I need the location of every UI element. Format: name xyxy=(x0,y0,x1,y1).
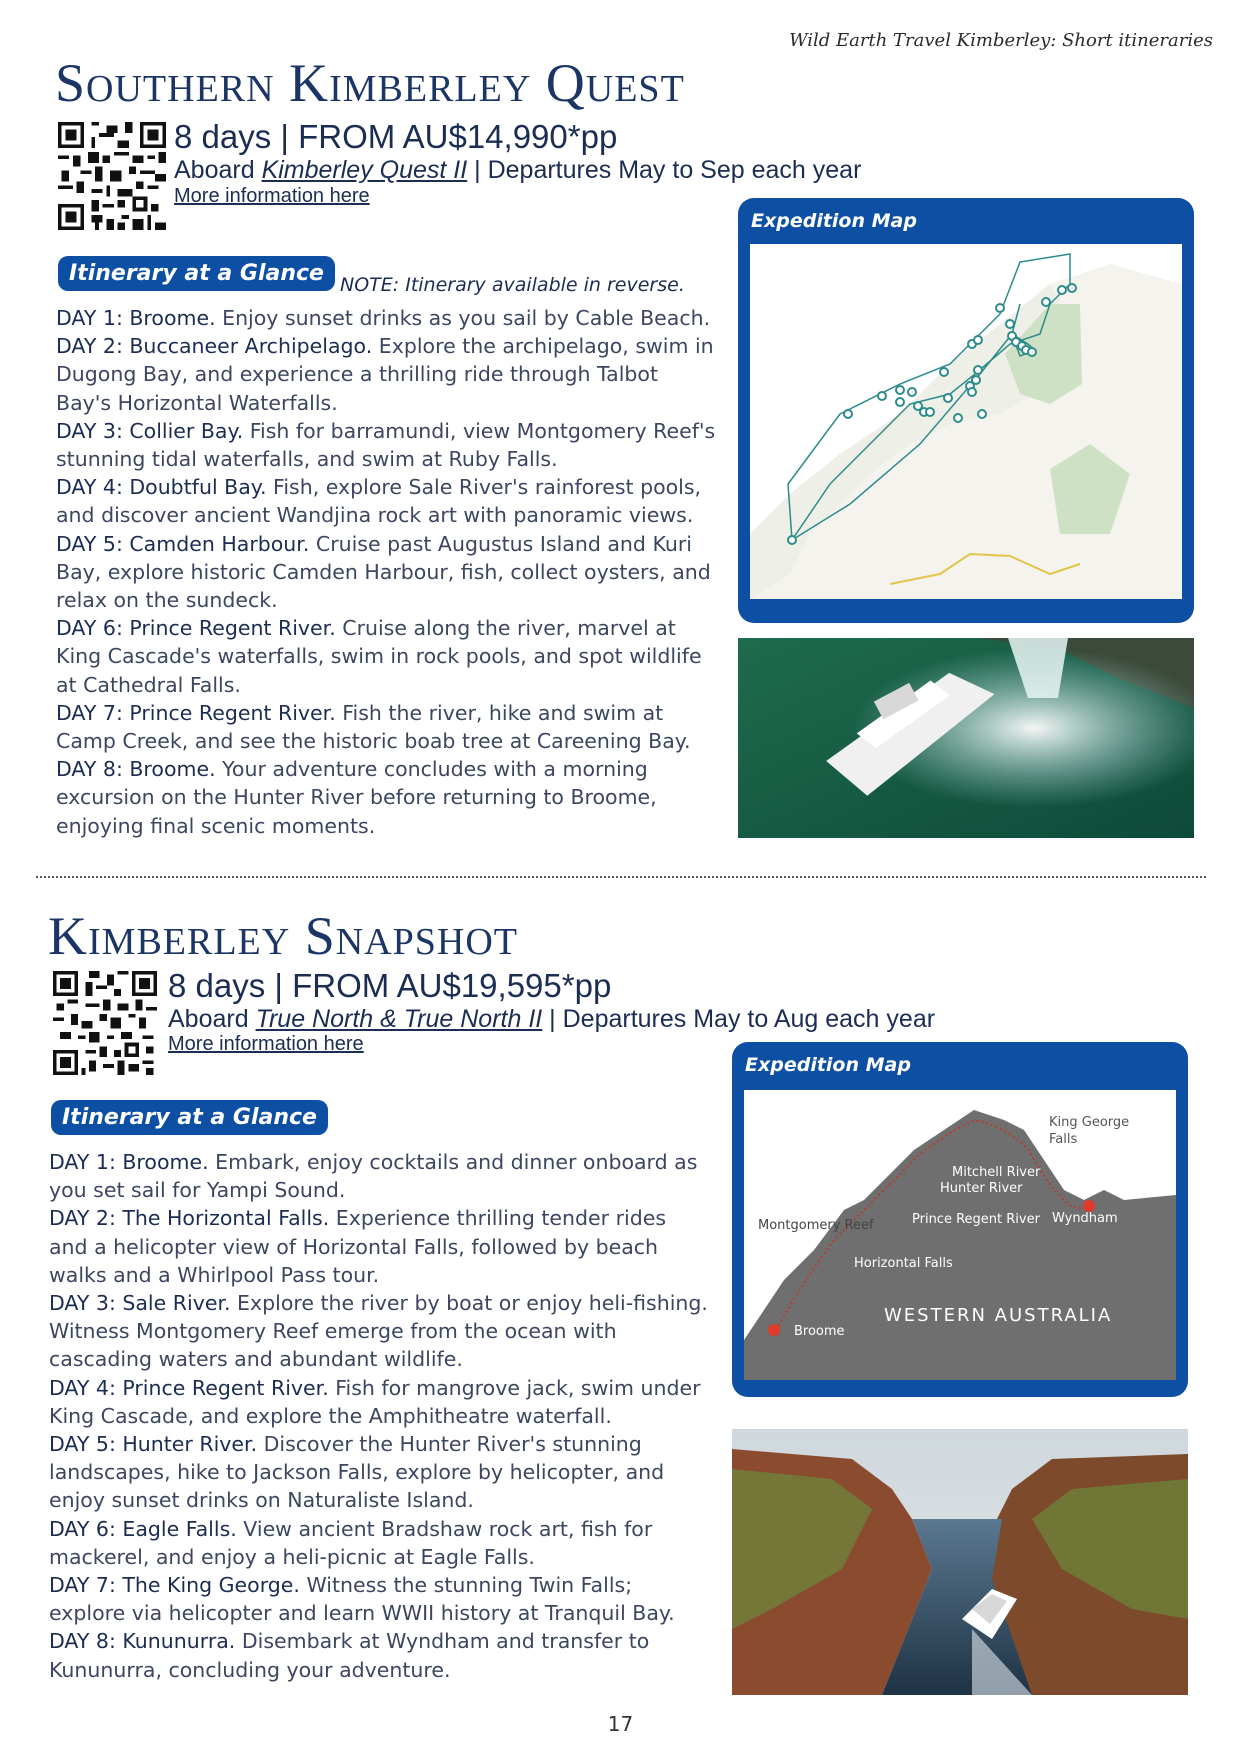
day-description: Cruise past Augustus Island and Kuri Bay, explore historic Camden Harbour, fish, collect oysters, and relax on the sundeck. xyxy=(56,531,711,613)
itinerary-day xyxy=(49,1430,709,1515)
day-heading: DAY 3: Sale River. xyxy=(49,1291,231,1316)
cruise-ship-waterfall-photo xyxy=(738,638,1194,838)
map-label-king-george: King George xyxy=(1049,1115,1130,1130)
day-description: Fish for barramundi, view Montgomery Reef's stunning tidal waterfalls, and swim at Ruby Falls. xyxy=(56,418,716,472)
day-heading: DAY 8: Kununurra. xyxy=(49,1629,236,1654)
day-description: Fish the river, hike and swim at Camp Creek, and see the historic boab tree at Careening Bay. xyxy=(56,700,691,754)
itinerary-day xyxy=(56,417,716,473)
document-header-note: Wild Earth Travel Kimberley: Short itineraries xyxy=(789,30,1213,51)
map-label-western-australia: WESTERN AUSTRALIA xyxy=(884,1305,1113,1326)
tour-price: 8 days | FROM AU$14,990*pp xyxy=(174,118,618,155)
itinerary-day-list xyxy=(49,1148,709,1684)
departures-text: | Departures May to Sep each year xyxy=(467,156,862,184)
itinerary-day xyxy=(49,1289,709,1374)
day-description: Disembark at Wyndham and transfer to Kununurra, concluding your adventure. xyxy=(49,1629,650,1682)
departures-text: | Departures May to Aug each year xyxy=(542,1005,936,1033)
more-information-link[interactable]: More information here xyxy=(174,185,370,207)
day-description: Fish for mangrove jack, swim under King Cascade, and explore the Amphitheatre waterfall. xyxy=(49,1375,701,1428)
day-heading: DAY 6: Prince Regent River. xyxy=(56,616,336,641)
day-heading: DAY 2: The Horizontal Falls. xyxy=(49,1206,330,1231)
aboard-prefix: Aboard xyxy=(168,1005,256,1033)
map-label-prince-regent-river: Prince Regent River xyxy=(912,1212,1040,1227)
itinerary-reverse-note: NOTE: Itinerary available in reverse. xyxy=(340,274,685,296)
map-label-broome: Broome xyxy=(794,1324,845,1339)
more-information-link[interactable]: More information here xyxy=(168,1033,364,1055)
itinerary-day xyxy=(49,1515,709,1571)
page-number: 17 xyxy=(607,1712,634,1736)
day-heading: DAY 4: Prince Regent River. xyxy=(49,1375,329,1400)
day-heading: DAY 1: Broome. xyxy=(49,1150,209,1174)
expedition-route-map[interactable] xyxy=(744,1090,1176,1380)
day-heading: DAY 4: Doubtful Bay. xyxy=(56,475,267,500)
section-divider xyxy=(36,876,1206,878)
itinerary-day xyxy=(49,1148,709,1204)
qr-code-icon[interactable] xyxy=(58,122,166,230)
tour-ship-departures xyxy=(168,1005,935,1034)
day-heading: DAY 7: The King George. xyxy=(49,1573,300,1598)
itinerary-day xyxy=(56,699,716,755)
itinerary-day xyxy=(49,1204,709,1289)
day-description: Enjoy sunset drinks as you sail by Cable Beach. xyxy=(215,306,711,330)
ship-name-link[interactable]: Kimberley Quest II xyxy=(261,156,468,184)
map-label-montgomery-reef: Montgomery Reef xyxy=(758,1218,874,1233)
day-heading: DAY 3: Collier Bay. xyxy=(56,418,244,443)
expedition-route-map[interactable] xyxy=(750,244,1182,599)
itinerary-day xyxy=(49,1374,709,1430)
ship-name-link[interactable]: True North & True North II xyxy=(255,1005,543,1033)
itinerary-day xyxy=(56,614,716,699)
map-label-falls: Falls xyxy=(1049,1132,1078,1147)
itinerary-day xyxy=(56,304,716,332)
itinerary-day xyxy=(56,755,716,840)
itinerary-day xyxy=(49,1627,709,1683)
day-heading: DAY 6: Eagle Falls. xyxy=(49,1516,237,1541)
map-label-horizontal-falls: Horizontal Falls xyxy=(854,1256,953,1271)
day-heading: DAY 1: Broome. xyxy=(56,306,216,330)
itinerary-glance-badge: Itinerary at a Glance xyxy=(51,1100,328,1135)
expedition-map-label: Expedition Map xyxy=(751,210,917,232)
qr-code-icon[interactable] xyxy=(53,971,157,1075)
aboard-prefix: Aboard xyxy=(174,156,262,184)
map-label-hunter-river: Hunter River xyxy=(940,1181,1023,1196)
day-description: Experience thrilling tender rides and a helicopter view of Horizontal Falls, followed by beach walks and a Whirlpool Pass tour. xyxy=(49,1206,667,1287)
day-heading: DAY 2: Buccaneer Archipelago. xyxy=(56,334,373,359)
cruise-ship-gorge-photo xyxy=(732,1429,1188,1695)
map-label-mitchell-river: Mitchell River xyxy=(952,1165,1041,1180)
tour-section-kimberley-snapshot xyxy=(0,905,1241,1705)
map-label-wyndham: Wyndham xyxy=(1052,1211,1118,1226)
expedition-map-panel xyxy=(738,198,1194,623)
day-description: Explore the archipelago, swim in Dugong Bay, and experience a thrilling ride through Talbot Bay's Horizontal Waterfalls. xyxy=(56,334,714,415)
day-description: Discover the Hunter River's stunning landscapes, hike to Jackson Falls, explore by helicopter, and enjoy sunset drinks on Naturaliste Island. xyxy=(49,1432,665,1513)
day-description: Embark, enjoy cocktails and dinner onboard as you set sail for Yampi Sound. xyxy=(49,1150,698,1203)
day-heading: DAY 5: Camden Harbour. xyxy=(56,531,310,556)
itinerary-day xyxy=(56,473,716,529)
day-description: Cruise along the river, marvel at King Cascade's waterfalls, swim in rock pools, and spot wildlife at Cathedral Falls. xyxy=(56,616,702,697)
day-description: Witness the stunning Twin Falls; explore via helicopter and learn WWII history at Tranquil Bay. xyxy=(49,1573,675,1626)
tour-title: Kimberley Snapshot xyxy=(48,906,518,966)
itinerary-day xyxy=(49,1571,709,1627)
itinerary-glance-badge: Itinerary at a Glance xyxy=(58,256,335,291)
tour-section-southern-kimberley-quest xyxy=(0,52,1241,852)
day-description: Explore the river by boat or enjoy heli-fishing. Witness Montgomery Reef emerge from the ocean with cascading waters and abundant wildlife. xyxy=(49,1291,708,1372)
tour-price: 8 days | FROM AU$19,595*pp xyxy=(168,967,612,1004)
expedition-map-panel xyxy=(732,1042,1188,1397)
day-heading: DAY 7: Prince Regent River. xyxy=(56,700,336,725)
day-heading: DAY 8: Broome. xyxy=(56,757,216,782)
day-description: Fish, explore Sale River's rainforest pools, and discover ancient Wandjina rock art with panoramic views. xyxy=(56,475,702,528)
day-heading: DAY 5: Hunter River. xyxy=(49,1432,258,1457)
tour-ship-departures xyxy=(174,156,861,185)
day-description: View ancient Bradshaw rock art, fish for mackerel, and enjoy a heli-picnic at Eagle Falls. xyxy=(49,1516,653,1569)
itinerary-day xyxy=(56,332,716,417)
itinerary-day-list xyxy=(56,304,716,840)
expedition-map-label: Expedition Map xyxy=(745,1054,911,1076)
tour-title: Southern Kimberley Quest xyxy=(55,53,685,113)
itinerary-day xyxy=(56,530,716,615)
day-description: Your adventure concludes with a morning excursion on the Hunter River before returning to Broome, enjoying final scenic moments. xyxy=(56,757,657,838)
